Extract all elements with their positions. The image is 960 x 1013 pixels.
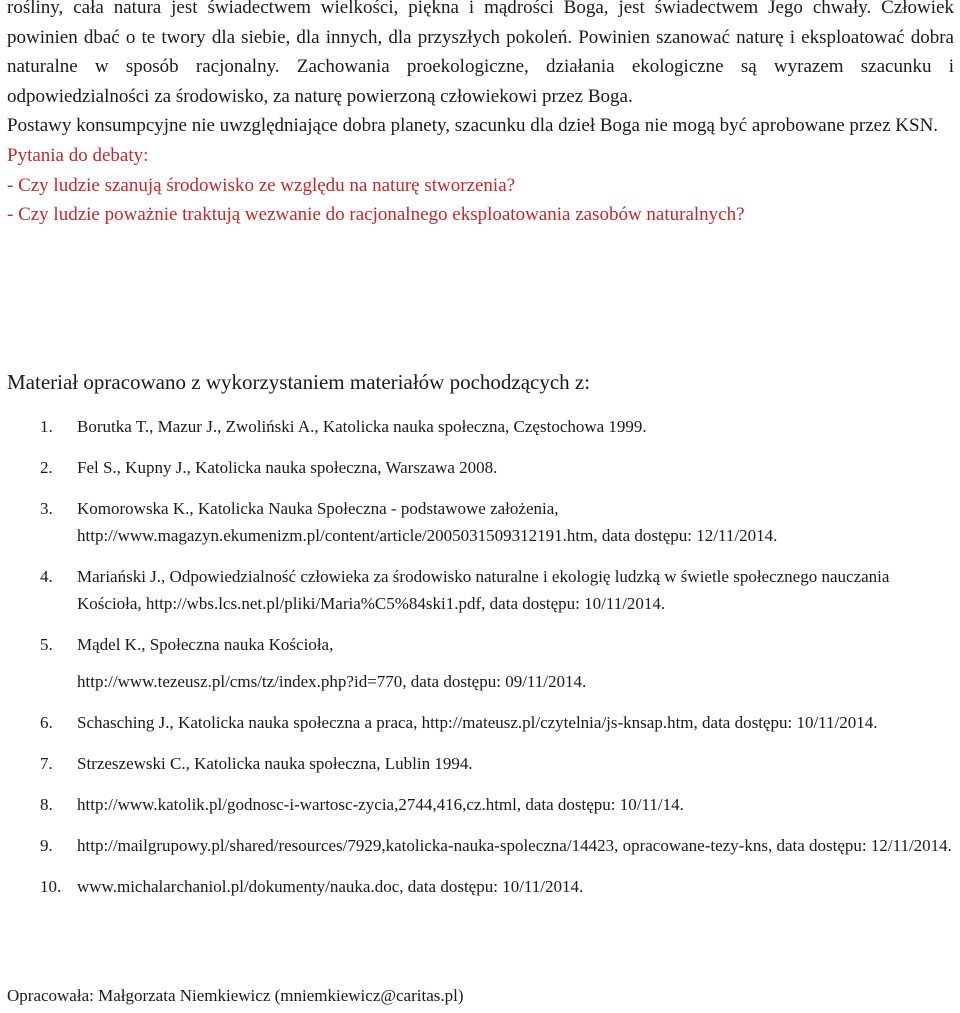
reference-item — [0, 709, 960, 736]
intro-paragraph-1: rośliny, cała natura jest świadectwem wielkości, piękna i mądrości Boga, jest świadectwem Jego chwały. Człowiek powinien dbać o te twory dla siebie, dla innych, dla przyszłych pokoleń. Powinien szanować naturę i eksploatować dobra naturalne w sposób racjonalny. Zachowania proekologiczne, działania ekologiczne są wyrazem szacunku i odpowiedzialności za środowisko, za naturę powierzoną człowiekowi przez Boga. — [7, 0, 954, 107]
reference-text: http://mailgrupowy.pl/shared/resources/7929,katolicka-nauka-spoleczna/14423, opracowane-tezy-kns, data dostępu: 12/11/2014. — [77, 836, 952, 855]
reference-text: www.michalarchaniol.pl/dokumenty/nauka.doc, data dostępu: 10/11/2014. — [77, 877, 584, 896]
reference-text-continued: http://www.tezeusz.pl/cms/tz/index.php?id=770, data dostępu: 09/11/2014. — [77, 672, 587, 691]
reference-number: 1. — [40, 417, 53, 436]
reference-item — [0, 563, 960, 617]
reference-number: 4. — [40, 567, 53, 586]
reference-item — [0, 791, 960, 818]
debate-question-2: - Czy ludzie poważnie traktują wezwanie do racjonalnego eksploatowania zasobów naturalnych? — [7, 204, 745, 226]
reference-item — [0, 631, 960, 695]
reference-text: Fel S., Kupny J., Katolicka nauka społeczna, Warszawa 2008. — [77, 458, 498, 477]
reference-text: Mariański J., Odpowiedzialność człowieka za środowisko naturalne i ekologię ludzką w świetle społecznego nauczania Kościoła, http://wbs.lcs.net.pl/pliki/Maria%C5%84ski1.pdf, data dostępu: 10/11/2014. — [77, 567, 890, 613]
spacer — [77, 658, 954, 668]
reference-number: 7. — [40, 754, 53, 773]
references-list — [0, 413, 960, 914]
reference-number: 6. — [40, 713, 53, 732]
reference-text: Schasching J., Katolicka nauka społeczna a praca, http://mateusz.pl/czytelnia/js-knsap.htm, data dostępu: 10/11/2014. — [77, 713, 878, 732]
reference-item — [0, 413, 960, 440]
debate-question-1: - Czy ludzie szanują środowisko ze względu na naturę stworzenia? — [7, 174, 516, 196]
reference-text: Komorowska K., Katolicka Nauka Społeczna - podstawowe założenia, — [77, 499, 559, 518]
reference-text-continued: http://www.magazyn.ekumenizm.pl/content/article/20050315093121​91.htm, data dostępu: 12/11/2014. — [77, 526, 778, 545]
reference-number: 10. — [40, 877, 62, 896]
reference-number: 9. — [40, 836, 53, 855]
reference-number: 8. — [40, 795, 53, 814]
sources-heading: Materiał opracowano z wykorzystaniem materiałów pochodzących z: — [7, 370, 591, 394]
reference-item — [0, 832, 960, 859]
reference-item — [0, 454, 960, 481]
intro-section — [0, 0, 960, 230]
reference-number: 3. — [40, 499, 53, 518]
reference-text: Strzeszewski C., Katolicka nauka społeczna, Lublin 1994. — [77, 754, 473, 773]
reference-item — [0, 750, 960, 777]
reference-text: Borutka T., Mazur J., Zwoliński A., Katolicka nauka społeczna, Częstochowa 1999. — [77, 417, 647, 436]
reference-number: 2. — [40, 458, 53, 477]
reference-item — [0, 873, 960, 900]
reference-text: Mądel K., Społeczna nauka Kościoła, — [77, 635, 334, 654]
reference-text: http://www.katolik.pl/godnosc-i-wartosc-zycia,2744,416,cz.html, data dostępu: 10/11/14. — [77, 795, 684, 814]
author-line: Opracowała: Małgorzata Niemkiewicz (mniemkiewicz@caritas.pl) — [7, 986, 464, 1005]
reference-item — [0, 495, 960, 549]
reference-number: 5. — [40, 635, 53, 654]
intro-paragraph-2: Postawy konsumpcyjne nie uwzględniające dobra planety, szacunku dla dzieł Boga nie mogą być aprobowane przez KSN. — [7, 115, 939, 137]
debate-title: Pytania do debaty: — [7, 144, 149, 166]
